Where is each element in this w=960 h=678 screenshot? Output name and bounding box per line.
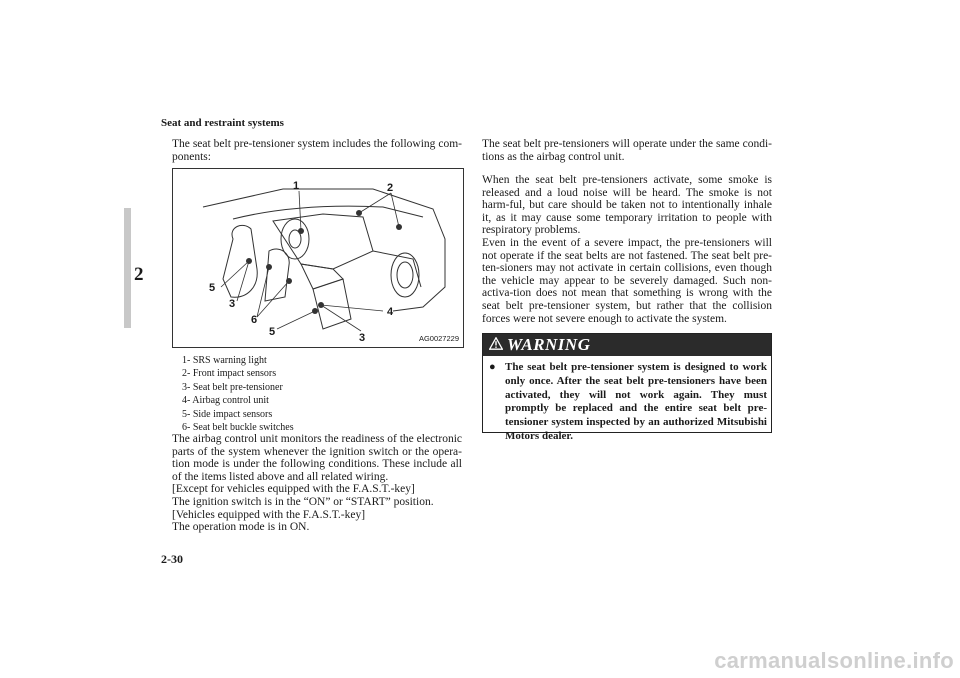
- vehicle-illustration: [173, 169, 463, 347]
- warning-header: [483, 334, 771, 356]
- section-header: Seat and restraint systems: [161, 117, 284, 129]
- legend-item: 5- Side impact sensors: [182, 408, 273, 420]
- page-number: 2-30: [161, 552, 183, 566]
- smoke-text: When the seat belt pre-tensioners activate, some smoke is released and a loud noise will be heard. The smoke is not harm-ful, but care should be taken not to intentionally inhale it, as it may cause some temporary irritation to people with respiratory problems.: [482, 174, 772, 237]
- legend-item: 6- Seat belt buckle switches: [182, 422, 294, 434]
- callout-5b: 5: [269, 326, 276, 338]
- callout-5a: 5: [209, 282, 216, 294]
- chapter-tab: [124, 208, 131, 328]
- warning-body: [489, 361, 767, 444]
- pretensioner-diagram: [172, 168, 464, 348]
- legend-item: 1- SRS warning light: [182, 355, 267, 366]
- operation-paragraph: The seat belt pre-tensioners will operate under the same condi-tions as the airbag control unit.: [482, 138, 772, 163]
- monitor-line: The ignition switch is in the “ON” or “START” position.: [172, 495, 434, 508]
- monitor-paragraph: [172, 433, 462, 534]
- chapter-number: 2: [134, 264, 144, 285]
- smoke-paragraph: [482, 174, 772, 325]
- monitor-line: The operation mode is in ON.: [172, 521, 310, 534]
- intro-paragraph: The seat belt pre-tensioner system includes the following com-ponents:: [172, 138, 462, 163]
- callout-2: 2: [387, 182, 394, 194]
- callout-4: 4: [387, 306, 394, 318]
- non-activation-text: Even in the event of a severe impact, the pre-tensioners will not operate if the seat belts are not fastened. The seat belt pre-ten-sioners may not activate in certain collisions, even though the vehicle may appear to be severely damaged. Such non-activa-tion does not mean that something is wrong with the seat belt pre-tensioner system, but rather that the collision forces were not severe enough to activate the system.: [482, 236, 772, 325]
- callout-3b: 3: [359, 332, 366, 344]
- callout-1: 1: [293, 180, 300, 192]
- monitor-line: [Except for vehicles equipped with the F.A.S.T.-key]: [172, 483, 415, 496]
- bullet-icon: ●: [489, 361, 496, 373]
- warning-box: [482, 333, 772, 442]
- warning-title: WARNING: [507, 335, 591, 354]
- callout-3a: 3: [229, 298, 236, 310]
- site-watermark: carmanualsonline.info: [714, 648, 954, 673]
- figure-code: AG0027229: [418, 334, 459, 343]
- legend-item: 4- Airbag control unit: [182, 395, 269, 407]
- warning-text: The seat belt pre-tensioner system is designed to work only once. After the seat belt pre-tensioners have been activated, they will not work again. They must promptly be replaced and the entire seat belt pre-tensioner system inspected by an authorized Mitsubishi Motors dealer.: [505, 361, 767, 442]
- monitor-line: The airbag control unit monitors the readiness of the electronic parts of the system whenever the ignition switch or the opera-tion mode is under the following conditions. These include all of the items listed above and all related wiring.: [172, 433, 462, 483]
- legend-item: 3- Seat belt pre-tensioner: [182, 381, 283, 393]
- legend-item: 2- Front impact sensors: [182, 368, 277, 380]
- callout-6: 6: [251, 314, 258, 326]
- component-legend: [182, 354, 294, 434]
- warning-triangle-icon: [489, 337, 503, 350]
- monitor-line: [Vehicles equipped with the F.A.S.T.-key]: [172, 508, 366, 521]
